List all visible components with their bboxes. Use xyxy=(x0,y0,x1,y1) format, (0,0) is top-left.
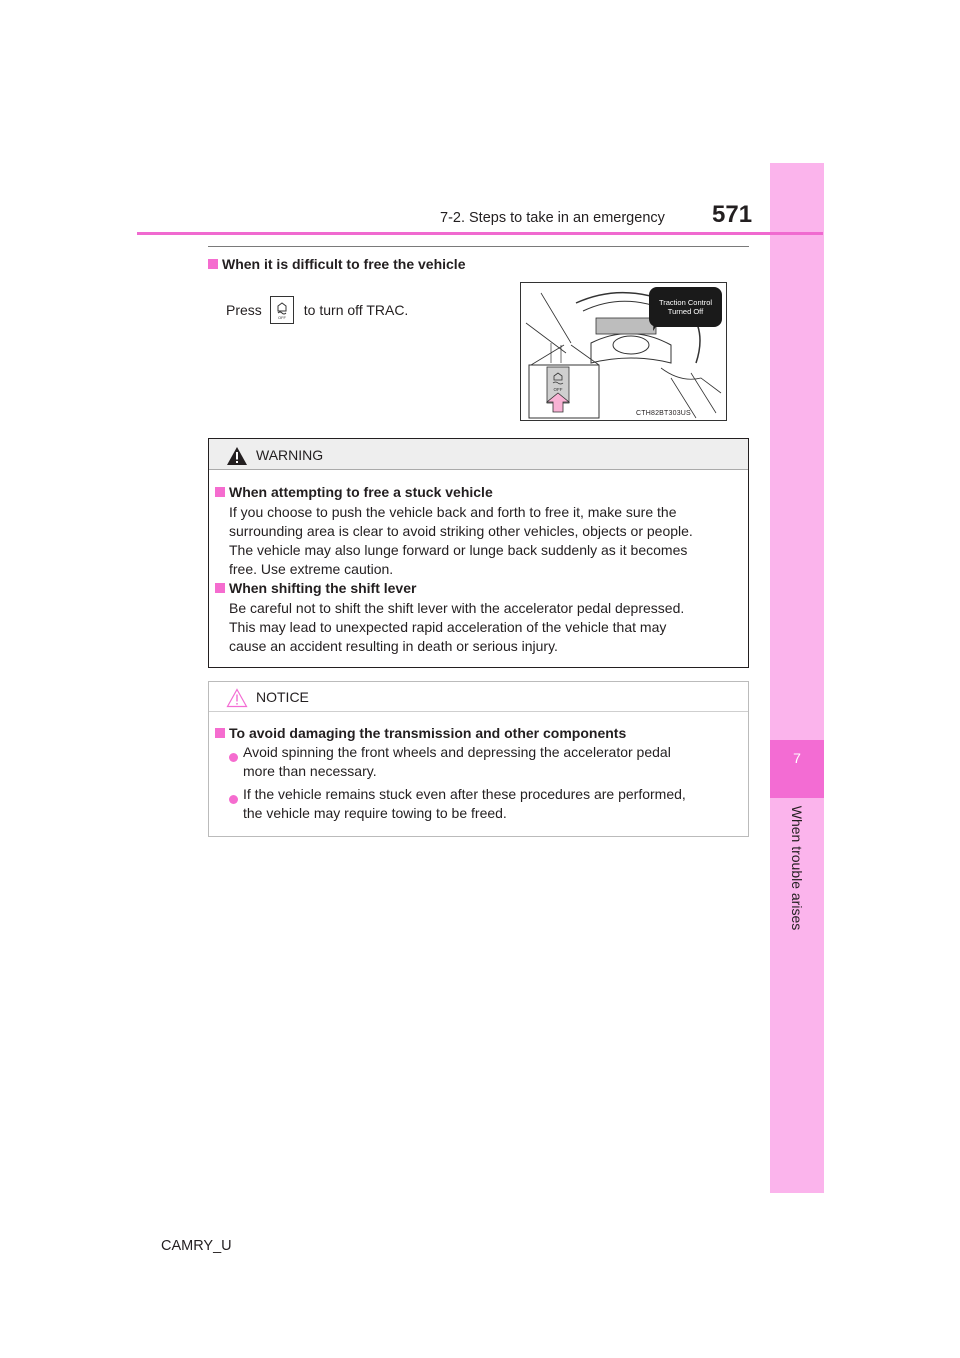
warning-title: WARNING xyxy=(256,447,324,463)
trac-off-switch-icon xyxy=(270,296,294,324)
text-line: The vehicle may also lunge forward or lunge back suddenly as it becomes xyxy=(229,542,688,558)
square-bullet-icon xyxy=(215,728,225,738)
press-text: Press xyxy=(226,302,262,318)
chapter-title: When trouble arises xyxy=(789,805,805,931)
chapter-number: 7 xyxy=(793,750,801,766)
header-divider xyxy=(137,232,823,235)
square-bullet-icon xyxy=(215,583,225,593)
square-bullet-icon xyxy=(208,259,218,269)
warning-item-heading xyxy=(215,484,493,500)
page-number: 571 xyxy=(712,201,753,228)
text-line: surrounding area is clear to avoid striking other vehicles, objects or people. xyxy=(229,523,693,539)
notice-bullet xyxy=(243,743,741,781)
callout-line-2: Turned Off xyxy=(667,307,704,316)
warning-item-body xyxy=(229,503,741,579)
chapter-number-box xyxy=(770,740,824,798)
notice-heading xyxy=(215,725,626,741)
warning-item-body xyxy=(229,599,741,656)
section-title: 7-2. Steps to take in an emergency xyxy=(440,210,665,226)
section-rule xyxy=(208,246,749,247)
text-line: Avoid spinning the front wheels and depressing the accelerator pedal xyxy=(243,744,671,760)
warning-item-heading-text: When attempting to free a stuck vehicle xyxy=(229,484,493,500)
notice-triangle-icon xyxy=(226,688,248,713)
text-line: free. Use extreme caution. xyxy=(229,561,394,577)
square-bullet-icon xyxy=(215,487,225,497)
text-line: This may lead to unexpected rapid acceleration of the vehicle that may xyxy=(229,619,667,635)
traction-control-callout xyxy=(649,287,722,327)
notice-bullet xyxy=(243,785,741,823)
bullet-dot-icon xyxy=(229,791,238,809)
warning-item-heading-text: When shifting the shift lever xyxy=(229,580,417,596)
text-line: the vehicle may require towing to be freed. xyxy=(243,805,507,821)
bullet-dot-icon xyxy=(229,749,238,767)
section-heading-text: When it is difficult to free the vehicle xyxy=(222,256,466,272)
notice-heading-text: To avoid damaging the transmission and other components xyxy=(229,725,627,741)
text-line: If the vehicle remains stuck even after these procedures are performed, xyxy=(243,786,686,802)
text-line: cause an accident resulting in death or serious injury. xyxy=(229,638,558,654)
illustration-button-label: OFF xyxy=(553,387,563,392)
warning-triangle-icon xyxy=(226,446,248,471)
text-line: Be careful not to shift the shift lever with the accelerator pedal depressed. xyxy=(229,600,685,616)
warning-item-heading xyxy=(215,580,416,596)
side-tab xyxy=(770,163,824,1193)
notice-title: NOTICE xyxy=(256,689,309,705)
illustration-code: CTH82BT303US xyxy=(636,410,691,417)
model-code: CAMRY_U xyxy=(161,1238,232,1254)
press-after-text: to turn off TRAC. xyxy=(303,302,409,318)
section-heading xyxy=(208,256,465,272)
svg-text:OFF: OFF xyxy=(277,315,286,320)
text-line: If you choose to push the vehicle back and forth to free it, make sure the xyxy=(229,504,677,520)
text-line: more than necessary. xyxy=(243,763,377,779)
press-instruction xyxy=(226,296,408,324)
callout-line-1: Traction Control xyxy=(658,298,713,307)
